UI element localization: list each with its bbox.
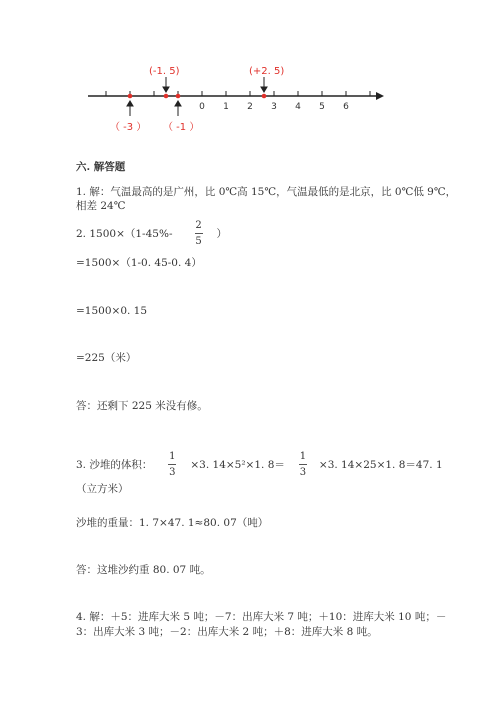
q3-expression [76,451,443,478]
axis-arrow-icon [376,92,384,100]
q4-line1: 4. 解：＋5：进库大米 5 吨；－7：出库大米 7 吨；＋10：进库大米 10 吨；－ [76,611,447,623]
q3-frac2-den: 3 [299,467,307,478]
q3-tail: ×3. 14×25×1. 8＝47. 1 [318,458,443,471]
tick-label: 3 [271,102,277,112]
down-arrow-icon [163,77,169,92]
q2-step3: =225（米） [76,352,137,364]
section-title: 六. 解答题 [76,161,126,173]
q2-fraction [195,220,203,247]
q2-suffix: ） [216,227,227,240]
q3-unit: （立方米） [76,483,129,495]
tick-label: 2 [247,102,253,112]
q2-prefix: 2. 1500×（1-45%- [76,227,173,240]
q2-frac-den: 5 [195,236,202,247]
up-arrow-icon [175,101,181,116]
q4-line2: 3：出库大米 3 吨；－2：出库大米 2 吨；＋8：进库大米 8 吨。 [76,626,378,638]
tick-label: 4 [295,102,301,112]
label-pos2-5: (+2. 5) [249,66,285,77]
q1-line1: 1. 解：气温最高的是广州，比 0℃高 15℃，气温最低的是北京，比 0℃低 9℃， [76,186,457,198]
fraction-bar [195,233,203,234]
q3-fraction-2 [299,451,307,478]
q2-frac-num: 2 [195,220,202,231]
number-line-figure [80,60,390,140]
q2-step2: =1500×0. 15 [76,305,148,317]
q2-step1: =1500×（1-0. 45-0. 4） [76,257,202,269]
point-neg3 [128,94,133,99]
q3-answer: 答：这堆沙约重 80. 07 吨。 [76,564,211,576]
fraction-bar [168,464,176,465]
q3-prefix: 3. 沙堆的体积： [76,458,153,471]
label-neg3: （ -3 ） [110,122,147,133]
tick-label: 6 [343,102,349,112]
q3-fraction-1 [168,451,176,478]
tick-label: 0 [199,102,205,112]
point-neg1-5 [164,94,169,99]
q3-frac2-num: 1 [299,451,307,462]
q3-frac1-num: 1 [169,451,176,462]
point-neg1 [176,94,181,99]
label-neg1: （ -1 ） [163,122,200,133]
q2-answer: 答：还剩下 225 米没有修。 [76,400,208,412]
fraction-bar [299,464,307,465]
tick-label: 5 [319,102,325,112]
q1-line2: 相差 24℃ [76,200,126,212]
up-arrow-icon [127,101,133,116]
tick-label: 1 [223,102,229,112]
q3-frac1-den: 3 [169,467,176,478]
down-arrow-icon [261,77,267,92]
point-pos2-5 [262,94,267,99]
q3-weight: 沙堆的重量：1. 7×47. 1≈80. 07（吨） [76,517,269,529]
q3-mid: ×3. 14×5²×1. 8＝ [190,458,285,471]
label-neg1-5: (-1. 5) [149,66,180,77]
q2-expression [76,220,227,247]
